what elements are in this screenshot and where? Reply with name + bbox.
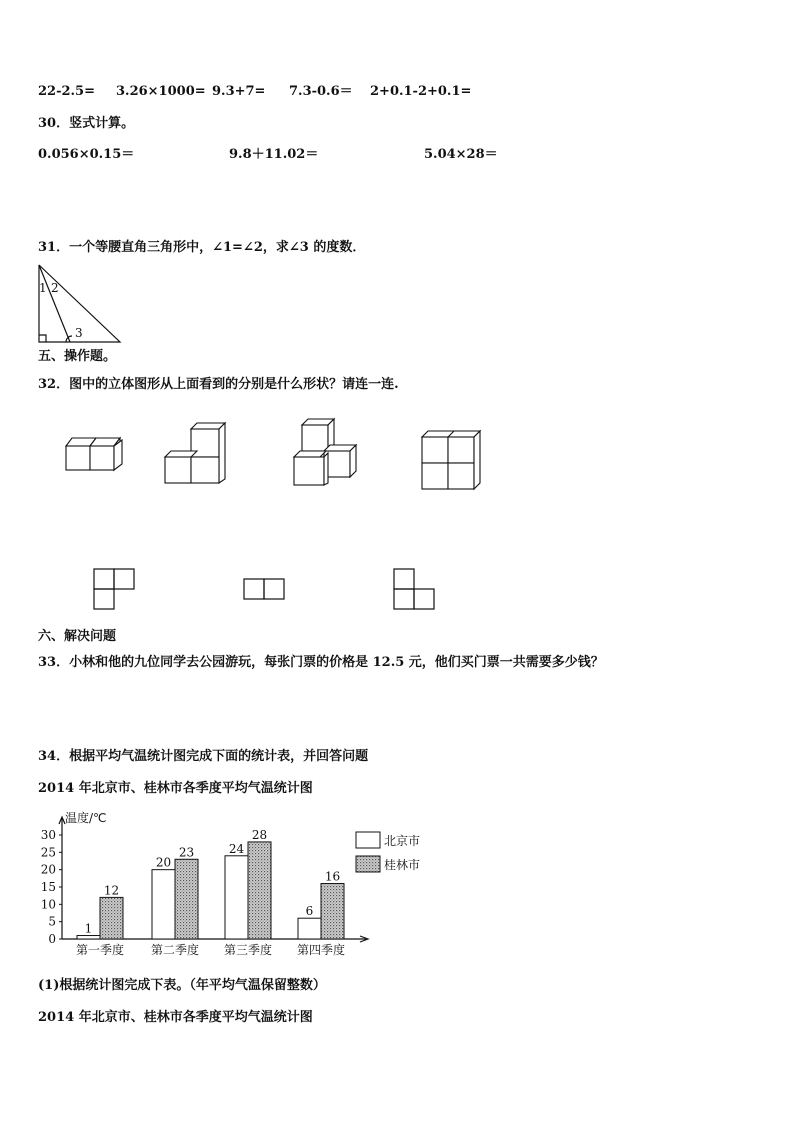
bar-guilin (248, 842, 271, 939)
bar-value-label: 24 (228, 841, 245, 856)
bar-value-label: 28 (251, 827, 268, 842)
q30-item-1: 0.056×0.15＝ (38, 147, 135, 162)
bar-value-label: 1 (84, 921, 93, 936)
bar-beijing (298, 918, 321, 939)
triangle-figure (36, 262, 126, 346)
y-tick-label: 10 (40, 897, 56, 912)
bar-value-label: 6 (305, 904, 314, 919)
angle-2-label: 2 (51, 281, 59, 295)
solid-figure-3 (290, 415, 366, 487)
arith-5: 2+0.1-2+0.1= (370, 84, 472, 99)
arith-1: 22-2.5= (38, 84, 95, 99)
top-view-2 (243, 578, 287, 602)
legend-swatch-guilin (356, 856, 380, 872)
solid-figure-1 (62, 434, 132, 486)
bar-value-label: 12 (103, 883, 120, 898)
bar-guilin (175, 859, 198, 939)
legend-label: 北京市 (384, 834, 421, 848)
q33-title: 33．小林和他的九位同学去公园游玩，每张门票的价格是 12.5 元，他们买门票一共需要多少钱？ (38, 655, 604, 670)
x-category-label: 第一季度 (75, 943, 125, 957)
legend-label: 桂林市 (384, 858, 421, 872)
bar-beijing (77, 936, 100, 939)
top-view-3 (393, 568, 437, 612)
bar-value-label: 16 (324, 869, 341, 884)
y-tick-label: 5 (48, 914, 56, 929)
bar-guilin (100, 897, 123, 939)
q30-item-2: 9.8＋11.02＝ (229, 147, 319, 162)
table-title: 2014 年北京市、桂林市各季度平均气温统计图 (38, 1010, 313, 1025)
bar-beijing (225, 856, 248, 939)
y-axis-label: 温度/℃ (65, 811, 107, 825)
q34-title: 34．根据平均气温统计图完成下面的统计表，并回答问题 (38, 749, 369, 764)
bar-beijing (152, 870, 175, 939)
arith-3: 9.3+7= (212, 84, 266, 99)
q34-sub-1: (1)根据统计图完成下表。（年平均气温保留整数） (38, 978, 326, 993)
y-tick-label: 20 (40, 862, 56, 877)
q30-title: 30．竖式计算。 (38, 116, 135, 131)
x-category-label: 第四季度 (296, 943, 346, 957)
q30-item-3: 5.04×28＝ (424, 147, 498, 162)
bar-guilin (321, 884, 344, 939)
q32-title: 32．图中的立体图形从上面看到的分别是什么形状？请连一连. (38, 377, 399, 392)
section-6-heading: 六、解决问题 (38, 629, 117, 644)
y-tick-label: 25 (40, 845, 56, 860)
y-tick-label: 30 (40, 828, 56, 842)
chart-title: 2014 年北京市、桂林市各季度平均气温统计图 (38, 781, 313, 796)
x-category-label: 第二季度 (150, 943, 200, 957)
arith-2: 3.26×1000= (116, 84, 206, 99)
bar-value-label: 20 (155, 855, 172, 870)
solid-figure-2 (163, 421, 233, 485)
q31-title: 31．一个等腰直角三角形中，∠1=∠2，求∠3 的度数． (38, 240, 366, 255)
angle-3-label: 3 (75, 326, 83, 340)
arith-4: 7.3-0.6＝ (289, 84, 353, 99)
bar-value-label: 23 (178, 845, 195, 860)
y-tick-label: 0 (48, 932, 56, 946)
y-tick-label: 15 (40, 880, 56, 894)
top-view-1 (93, 568, 137, 612)
angle-1-label: 1 (39, 281, 47, 295)
section-5-heading: 五、操作题。 (38, 349, 117, 364)
solid-figure-4 (420, 427, 486, 493)
x-category-label: 第三季度 (223, 943, 273, 957)
temperature-bar-chart (30, 808, 430, 958)
legend-swatch-beijing (356, 832, 380, 848)
